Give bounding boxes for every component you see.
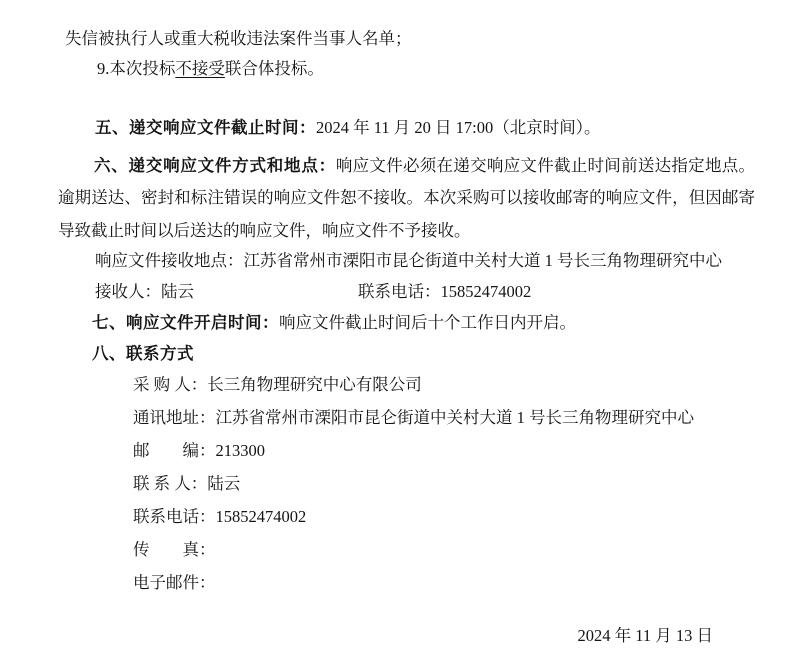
contact-label: 电子邮件： — [133, 573, 216, 592]
section7-line — [92, 312, 576, 334]
item9-underlined-text: 不接受 — [175, 59, 225, 78]
section8-line — [92, 343, 194, 365]
item9-prefix: 9.本次投标 — [97, 59, 176, 78]
section7-heading: 七、响应文件开启时间： — [92, 314, 279, 332]
section7-body: 响应文件截止时间后十个工作日内开启。 — [279, 313, 576, 332]
contact-row-email — [133, 572, 216, 594]
contact-value: 陆云 — [207, 474, 241, 493]
contact-label: 联系电话： — [133, 507, 216, 526]
section6-body: 响应文件必须在递交响应文件截止时间前送达指定地点。逾期送达、密封和标注错误的响应文件恕不接收。本次采购可以接收邮寄的响应文件，但因邮寄导致截止时间以后送达的响应文件，响应文件不予接收。 — [58, 156, 756, 240]
receiver-phone: 联系电话：15852474002 — [358, 282, 532, 301]
contact-label: 邮 编： — [133, 441, 216, 460]
contact-row-purchaser — [133, 374, 422, 396]
section5-heading: 五、递交响应文件截止时间： — [95, 119, 316, 137]
section6-paragraph — [58, 150, 755, 247]
contact-row-postcode — [133, 440, 265, 462]
section5-body: 2024 年 11 月 20 日 17:00（北京时间）。 — [316, 118, 601, 137]
item9-line — [97, 58, 324, 80]
contact-row-address — [133, 407, 694, 429]
document-date: 2024 年 11 月 13 日 — [577, 626, 713, 645]
section6-heading: 六、递交响应文件方式和地点： — [94, 157, 336, 175]
contact-label: 传 真： — [133, 540, 216, 559]
contact-label: 联 系 人： — [133, 474, 208, 493]
section5-line — [95, 117, 600, 139]
contact-value: 15852474002 — [215, 507, 307, 526]
contact-value: 长三角物理研究中心有限公司 — [207, 375, 422, 394]
contact-label: 通讯地址： — [133, 408, 216, 427]
receive-location-line: 响应文件接收地点：江苏省常州市溧阳市昆仑街道中关村大道 1 号长三角物理研究中心 — [95, 251, 722, 270]
contact-row-person — [133, 473, 240, 495]
section8-heading: 八、联系方式 — [92, 345, 194, 363]
receiver-name: 接收人：陆云 — [95, 282, 194, 301]
contact-value: 江苏省常州市溧阳市昆仑街道中关村大道 1 号长三角物理研究中心 — [215, 408, 694, 427]
contact-row-fax — [133, 539, 216, 561]
defaulter-list-line: 失信被执行人或重大税收违法案件当事人名单； — [65, 29, 412, 48]
item9-suffix: 联合体投标。 — [224, 59, 324, 78]
contact-value: 213300 — [215, 441, 265, 460]
contact-row-phone — [133, 506, 306, 528]
contact-label: 采 购 人： — [133, 375, 208, 394]
